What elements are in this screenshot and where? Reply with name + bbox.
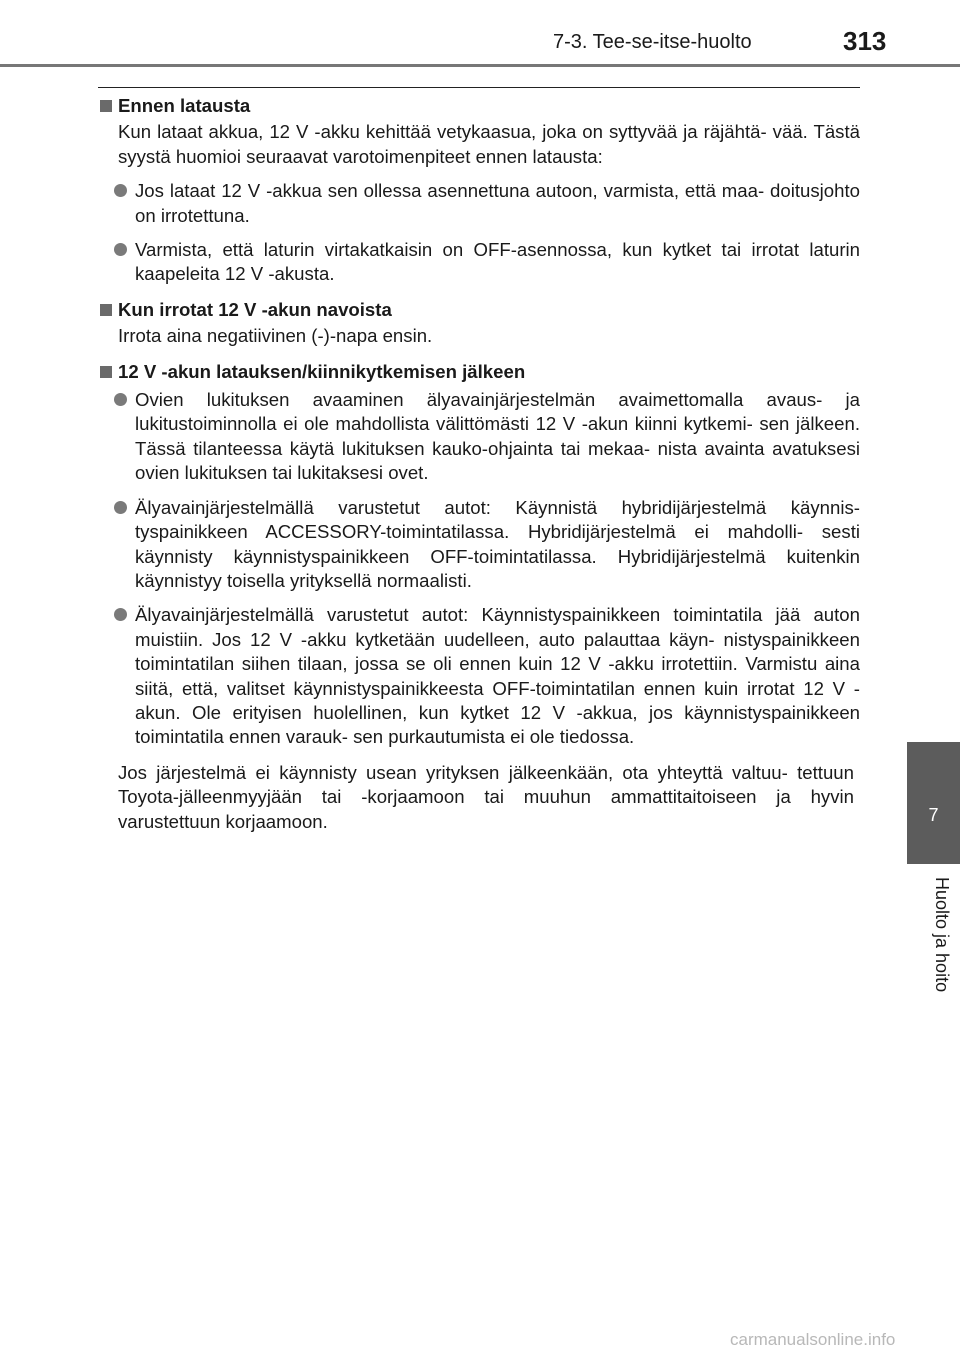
- chapter-side-label: Huolto ja hoito: [932, 877, 952, 993]
- chapter-title: 7-3. Tee-se-itse-huolto: [553, 31, 752, 53]
- closing-paragraph: Jos järjestelmä ei käynnisty usean yrityksen jälkeenkään, ota yhteyttä valtuu- tettuun Toyota-jälleenmyyjään tai -korjaamoon tai muuhun ammattitaitoiseen ja hyvin varustettuun korjaamoon.: [118, 761, 854, 832]
- section-heading: [98, 298, 860, 322]
- page-number: 313: [843, 26, 887, 56]
- round-bullet-icon: [114, 608, 127, 621]
- bullet-item: [98, 388, 860, 486]
- round-bullet-icon: [114, 184, 127, 197]
- section-heading: [98, 94, 860, 118]
- section-title: Ennen latausta: [118, 95, 251, 116]
- bullet-text: Älyavainjärjestelmällä varustetut autot: Käynnistä hybridijärjestelmä käynnis- tyspainikkeen ACCESSORY-toimintatilassa. Hybridijärjestelmä ei mahdolli- sesti käynnisty käynnistyspainikkeen OFF-toimintatilassa. Hybridijärjestelmä kuitenkin käynnistyy toisella yrityksellä normaalisti.: [135, 496, 860, 591]
- round-bullet-icon: [114, 501, 127, 514]
- section-heading: [98, 360, 860, 384]
- round-bullet-icon: [114, 243, 127, 256]
- chapter-tab: [907, 742, 960, 864]
- content-top-rule: [98, 87, 860, 88]
- bullet-text: Jos lataat 12 V -akkua sen ollessa asennettuna autoon, varmista, että maa- doitusjohto on irrotettuna.: [135, 180, 860, 226]
- bullet-text: Varmista, että laturin virtakatkaisin on OFF-asennossa, kun kytket tai irrotat laturin kaapeleita 12 V -akusta.: [135, 239, 860, 285]
- bullet-item: [98, 238, 860, 287]
- section-title: 12 V -akun latauksen/kiinnikytkemisen jälkeen: [118, 360, 526, 382]
- page-content: [98, 94, 860, 834]
- square-bullet-icon: [100, 100, 112, 112]
- bullet-item: [98, 179, 860, 228]
- section-paragraph: Kun lataat akkua, 12 V -akku kehittää vetykaasua, joka on syttyvää ja räjähtä- vää. Tästä syystä huomioi seuraavat varotoimenpiteet ennen latausta:: [118, 121, 860, 167]
- bullet-text: Älyavainjärjestelmällä varustetut autot: Käynnistyspainikkeen toimintatila jää auton muistiin. Jos 12 V -akku kytketään uudelleen, auto palauttaa käyn- nistyspainikkeen toimintatilan siihen tilaan, jossa se oli ennen kuin 12 V -akku irrotettiin. Varmistu aina siitä, että, valitset käynnistyspainikkeesta OFF-toimintatilan ennen kuin irrotat 12 V -akun. Ole erityisen huolellinen, kun kytket 12 V -akkua, jos käynnistyspainikkeen toimintatila ennen varauk- sen purkautumista ei ole tiedossa.: [135, 604, 860, 748]
- square-bullet-icon: [100, 366, 112, 378]
- watermark-text: carmanualsonline.info: [730, 1330, 896, 1349]
- header-rule: [0, 64, 960, 67]
- bullet-text: Ovien lukituksen avaaminen älyavainjärjestelmän avaimettomalla avaus- ja lukitustoiminnolla ei ole mahdollista välittömästi 12 V -akun kiinni kytkemi- sen jälkeen. Tässä tilanteessa käytä lukituksen kauko-ohjainta tai mekaa- nista avainta avatuksesi ovien lukituksen tai lukitaksesi ovet.: [135, 389, 860, 484]
- round-bullet-icon: [114, 393, 127, 406]
- chapter-tab-number: 7: [928, 805, 939, 825]
- section-paragraph: Irrota aina negatiivinen (-)-napa ensin.: [118, 325, 433, 347]
- page-header: [0, 0, 960, 70]
- square-bullet-icon: [100, 304, 112, 316]
- bullet-item: [98, 496, 860, 594]
- section-title: Kun irrotat 12 V -akun navoista: [118, 298, 392, 320]
- bullet-item: [98, 603, 860, 749]
